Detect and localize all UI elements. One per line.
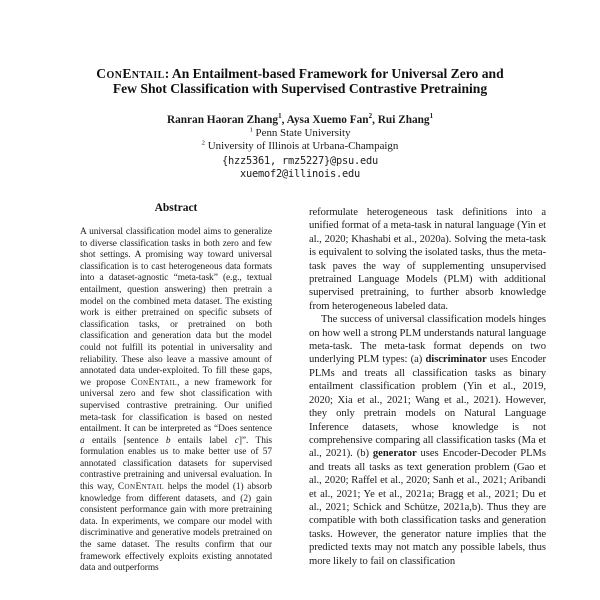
paper-header: [0, 67, 600, 182]
intro-paragraph-1: reformulate heterogeneous task definitions into a unified format of a meta-task in natural language (Yin et al., 2020; Khashabi et al., 2020a). Solving the meta-task is equivalent to solving the isolated tasks, thus the meta-task paves the way of supplementing unsupervised pretrained Language Models (PLM) with additional supervised pretraining, to further absorb knowledge from heterogeneous labeled data.: [309, 207, 546, 312]
abstract-body: A universal classification model aims to generalize to diverse classification tasks in both zero and few shot settings. A promising way toward universal classification is to cast heterogeneous data formats into a dataset-agnostic “meta-task” (e.g., textual entailment, question answering) then pretrain a model on the combined meta dataset. The existing work is either pretrained on specific subsets of classification tasks, or pretrained on both classification and generation data but the model could not fulfill its potential in universality and reliability. These also leave a massive amount of annotated data under-exploited. To fill these gaps, we propose ConEntail, a new framework for universal zero and few shot classification with supervised contrastive pretraining. Our unified meta-task for classification is based on nested entailment. It can be interpreted as “Does sentence a entails [sentence b entails label c]”. This formulation enables us to make better use of 57 annotated classification datasets for supervised contrastive pretraining and universal evaluation. In this way, ConEntail helps the model (1) absorb knowledge from different datasets, and (2) gain consistent performance gain with more pretraining data. In experiments, we compare our model with discriminative and generative models pretrained on the same dataset. The results confirm that our framework effectively exploits existing annotated data and outperforms: [80, 227, 272, 574]
abstract-heading: Abstract: [154, 202, 198, 214]
two-column-body: [57, 200, 546, 600]
introduction-column: [309, 200, 546, 600]
abstract-section: [57, 200, 291, 600]
intro-paragraph-2: The success of universal classification models hinges on how well a strong PLM understands natural language meta-task. The meta-task format depends on two underlying PLM types: (a) discriminator uses Encoder PLMs and treats all classification tasks as binary entailment classification problem (Yin et al., 2019, 2020; Xia et al., 2021; Wang et al., 2021). However, they only pretrain models on Natural Language Inference datasets, whose knowledge is not comprehensive comparing all classification tasks (Ma et al., 2021). (b) generator uses Encoder-Decoder PLMs and treats all tasks as text generation problem (Gao et al., 2020; Raffel et al., 2020; Sanh et al., 2021; Aribandi et al., 2021; Ye et al., 2021a; Bragg et al., 2021; Du et al., 2021; Schick and Schütze, 2021a,b). Thus they are compatible with both classification tasks and generation tasks. However, the generator nature implies that the predicted texts may not match any possible labels, thus more likely to fail on classification: [309, 314, 546, 567]
email-line-1: {hzz5361, rmz5227}@psu.edu: [222, 154, 378, 167]
title-line-2: Few Shot Classification with Supervised Contrastive Pretraining: [112, 80, 488, 96]
paper-title: [0, 67, 600, 96]
authors-line: Ranran Haoran Zhang$^1$, Aysa Xuemo Fan$^2$, Rui Zhang$^1$: [166, 112, 434, 126]
affiliation-2: $^2$ University of Illinois at Urbana-Champaign: [201, 139, 399, 153]
title-line-1: ConEntail: An Entailment-based Framework for Universal Zero and: [96, 66, 504, 81]
affiliation-1: $^1$ Penn State University: [249, 126, 351, 139]
email-line-2: xuemof2@illinois.edu: [240, 168, 360, 181]
